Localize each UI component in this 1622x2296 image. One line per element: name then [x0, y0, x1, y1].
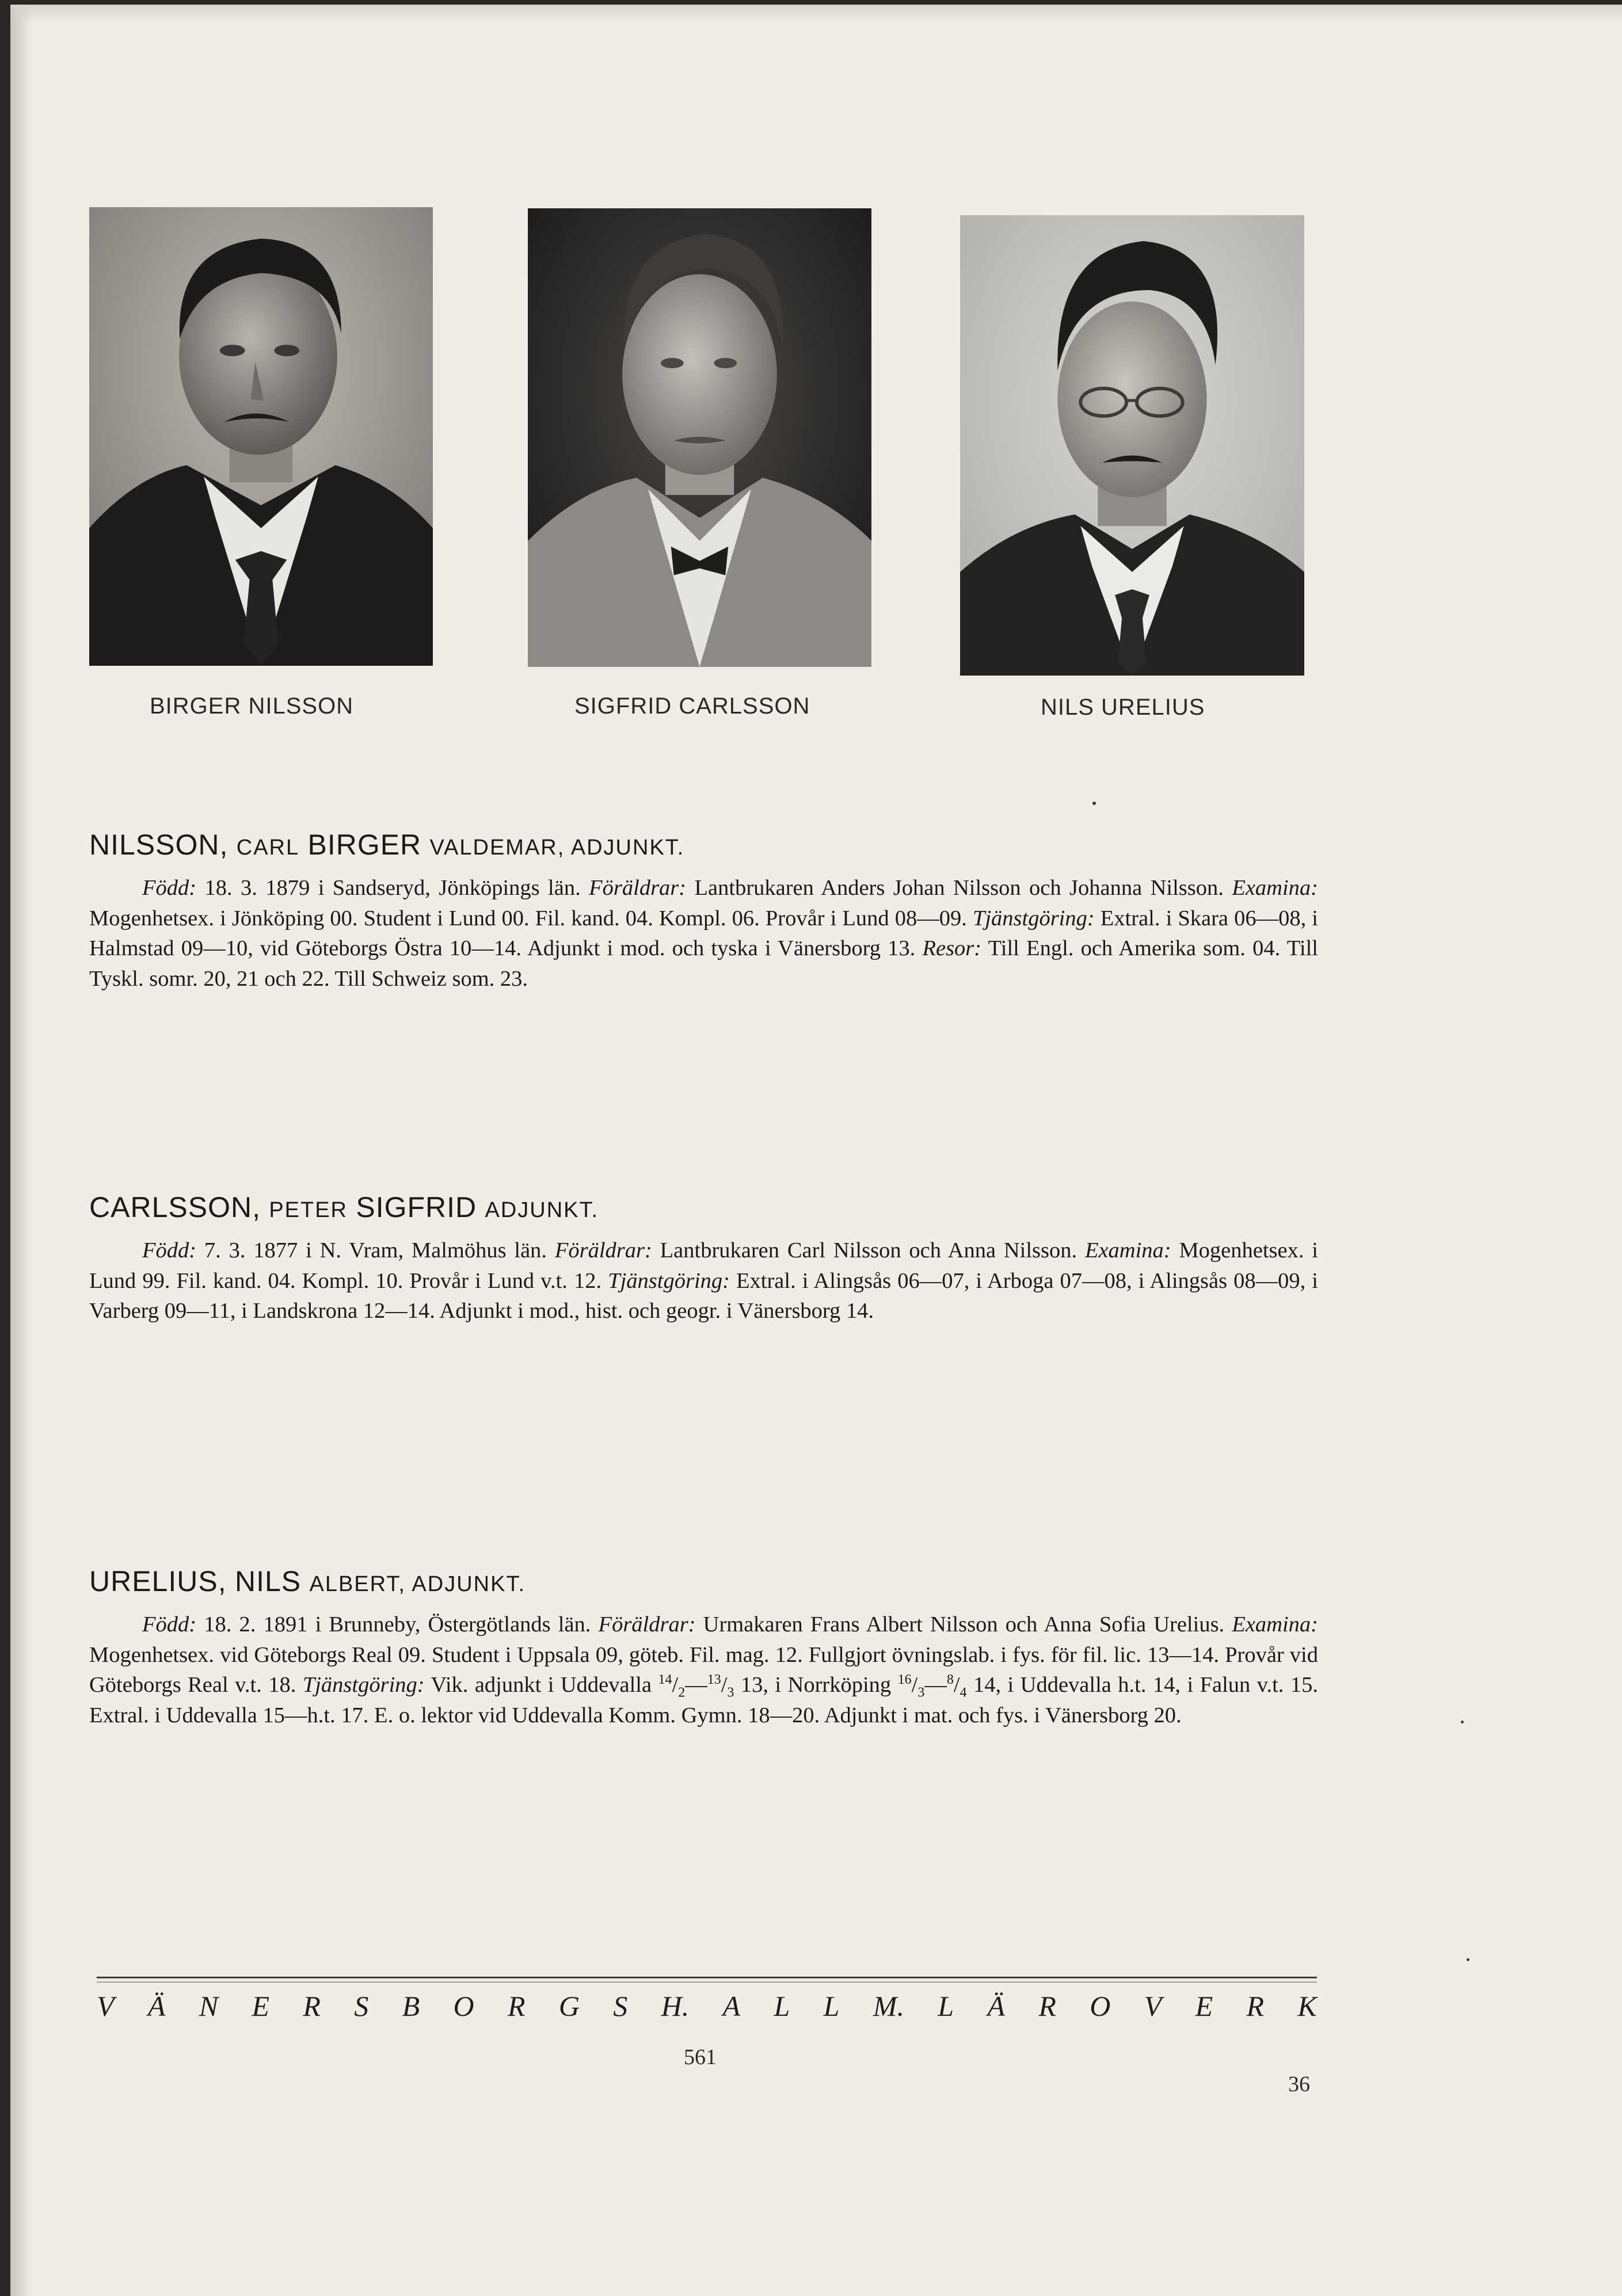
entry-surname: CARLSSON, — [89, 1191, 261, 1223]
series-letter: R — [1038, 1990, 1056, 2022]
series-letter: O — [453, 1990, 474, 2022]
biography-entry-nilsson — [89, 827, 1318, 994]
printer-signature: 36 — [1288, 2072, 1310, 2096]
portrait-caption: NILS URELIUS — [1041, 695, 1205, 720]
text-examina: Mogenhetsex. i Lund 99. Fil. kand. 04. Kompl. 10. Provår i Lund v.t. 12. — [89, 1238, 1318, 1293]
portrait-photo-sigfrid-carlsson — [528, 208, 871, 667]
print-speck — [1461, 1721, 1464, 1723]
series-letter: R — [507, 1990, 526, 2022]
label-examina: Examina: — [1232, 1612, 1318, 1637]
series-letter: R — [303, 1990, 321, 2022]
entry-title: ADJUNKT. — [485, 1198, 599, 1222]
series-letter: G — [558, 1990, 580, 2022]
series-letter: S — [354, 1990, 369, 2022]
fraction-numerator: 13 — [707, 1672, 721, 1688]
series-letter: B — [402, 1990, 420, 2022]
label-fodd: Född: — [142, 876, 197, 900]
text-tjanstgoring: Vik. adjunkt i Uddevalla — [424, 1673, 658, 1697]
text-tjanstgoring: Extral. i Skara 06—08, i Halmstad 09—10, vid Göteborgs Östra 10—14. Adjunkt i mod. och tyska i Vänersborg 13. — [89, 906, 1318, 960]
entry-title: ALBERT, ADJUNKT. — [309, 1572, 526, 1596]
series-title — [97, 1989, 1317, 2023]
portrait-caption: SIGFRID CARLSSON — [574, 693, 810, 719]
label-foraldrar: Föräldrar: — [589, 876, 687, 900]
entry-forename: CARL — [236, 836, 300, 860]
entry-heading — [89, 1564, 1318, 1601]
text-foraldrar: Lantbrukaren Anders Johan Nilsson och Johanna Nilsson. — [686, 876, 1232, 900]
portrait-caption: BIRGER NILSSON — [150, 693, 354, 719]
series-letter: M. — [873, 1990, 904, 2022]
page — [10, 5, 1622, 2296]
series-letter: Ä — [147, 1990, 166, 2022]
text-fodd: 18. 2. 1891 i Brunneby, Östergötlands län. — [196, 1612, 599, 1637]
text-tjanstgoring: 14, i Uddevalla h.t. 14, i Falun v.t. 15. Extral. i Uddevalla 15—h.t. 17. E. o. lektor vid Uddevalla Komm. Gymn. 18—20. Adjunkt i mat. och fys. i Vänersborg 20. — [89, 1673, 1318, 1727]
portrait-photo-nils-urelius — [960, 215, 1304, 676]
text-foraldrar: Lantbrukaren Carl Nilsson och Anna Nilsson. — [652, 1238, 1085, 1263]
series-letter: E — [252, 1990, 270, 2022]
series-letter: S — [613, 1990, 628, 2022]
entry-given-name: SIGFRID — [356, 1191, 477, 1223]
print-speck — [1092, 802, 1096, 805]
label-tjanstgoring: Tjänstgöring: — [302, 1673, 425, 1697]
series-letter: N — [199, 1990, 219, 2022]
fraction-denominator: 2 — [678, 1685, 686, 1700]
series-letter: L — [774, 1990, 790, 2022]
label-foraldrar: Föräldrar: — [554, 1238, 652, 1263]
label-resor: Resor: — [922, 936, 982, 960]
page-number: 561 — [684, 2045, 717, 2069]
text-resor: Till Engl. och Amerika som. 04. Till Tyskl. somr. 20, 21 och 22. Till Schweiz som. 23. — [89, 936, 1318, 991]
entry-given-name: BIRGER — [307, 829, 422, 861]
series-letter: Ä — [987, 1990, 1005, 2022]
date-dash: — — [924, 1673, 947, 1697]
fraction-denominator: 4 — [960, 1685, 967, 1700]
series-letter: V — [1144, 1990, 1162, 2022]
series-letter: K — [1297, 1990, 1317, 2022]
entry-body: Född: 18. 2. 1891 i Brunneby, Östergötlands län. Föräldrar: Urmakaren Frans Albert Nilsson och Anna Sofia Urelius. Examina: Mogenhetsex. vid Göteborgs Real 09. Student i Uppsala 09, göteb. Fil. mag. 12. Fullgjort övningslab. i fys. för fil. lic. 13—14. Provår vid Göteborgs Real v.t. 18. Tjänstgöring: Vik. adjunkt i Uddevalla $^{14}/_2—^{13}/_3$ 13, i Norrköping $^{16}/_3—^8/_4$ 14, i Uddevalla h.t. 14, i Falun v.t. 15. Extral. i Uddevalla 15—h.t. 17. E. o. lektor vid Uddevalla Komm. Gymn. 18—20. Adjunkt i mat. och fys. i Vänersborg 20. — [89, 1612, 1318, 1727]
entry-title: VALDEMAR, ADJUNKT. — [429, 836, 685, 860]
series-letter: R — [1246, 1990, 1265, 2022]
entry-surname: NILSSON, — [89, 829, 229, 861]
text-examina: Mogenhetsex. i Jönköping 00. Student i Lund 00. Fil. kand. 04. Kompl. 06. Provår i Lund 08—09. — [89, 906, 973, 930]
label-tjanstgoring: Tjänstgöring: — [972, 906, 1095, 930]
text-fodd: 18. 3. 1879 i Sandseryd, Jönköpings län. — [196, 876, 589, 900]
entry-forename: PETER — [269, 1198, 348, 1222]
label-fodd: Född: — [142, 1612, 197, 1637]
text-tjanstgoring: Extral. i Alingsås 06—07, i Arboga 07—08, i Alingsås 08—09, i Varberg 09—11, i Landskrona 12—14. Adjunkt i mod., hist. och geogr. i Vänersborg 14. — [89, 1268, 1318, 1323]
series-letter: L — [938, 1990, 954, 2022]
series-letter: L — [823, 1990, 840, 2022]
entry-surname: URELIUS, — [89, 1565, 227, 1597]
label-fodd: Född: — [142, 1238, 197, 1263]
text-foraldrar: Urmakaren Frans Albert Nilsson och Anna Sofia Urelius. — [695, 1612, 1232, 1637]
text-examina: Mogenhetsex. vid Göteborgs Real 09. Student i Uppsala 09, göteb. Fil. mag. 12. Fullgjort övningslab. i fys. för fil. lic. 13—14. Provår vid Göteborgs Real v.t. 18. — [89, 1642, 1318, 1697]
fraction-denominator: 3 — [727, 1685, 734, 1700]
series-letter: V — [97, 1990, 115, 2022]
top-edge-shadow — [10, 5, 1622, 22]
text-fodd: 7. 3. 1877 i N. Vram, Malmöhus län. — [196, 1238, 555, 1263]
portrait-photo-birger-nilsson — [89, 207, 433, 666]
label-foraldrar: Föräldrar: — [598, 1612, 696, 1637]
label-examina: Examina: — [1084, 1238, 1171, 1263]
fraction-denominator: 3 — [917, 1685, 925, 1700]
label-tjanstgoring: Tjänstgöring: — [608, 1268, 730, 1293]
print-speck — [1467, 1958, 1469, 1961]
biography-entry-carlsson — [89, 1190, 1318, 1326]
entry-heading — [89, 827, 1318, 865]
date-dash: — — [685, 1673, 707, 1697]
fraction-numerator: 16 — [897, 1672, 912, 1688]
text-tjanstgoring: 13, i Norrköping — [734, 1673, 898, 1697]
series-letter: A — [722, 1990, 741, 2022]
entry-body — [89, 873, 1318, 994]
binding-shadow — [10, 5, 33, 2296]
entry-given-name: NILS — [234, 1565, 302, 1597]
label-examina: Examina: — [1232, 876, 1318, 900]
entry-body — [89, 1235, 1318, 1326]
fraction-numerator: 8 — [946, 1672, 954, 1688]
fraction-numerator: 14 — [658, 1672, 672, 1688]
biography-entry-urelius — [89, 1564, 1318, 1730]
series-letter: H. — [661, 1990, 690, 2022]
series-letter: O — [1090, 1990, 1111, 2022]
series-letter: E — [1195, 1990, 1213, 2022]
entry-heading — [89, 1190, 1318, 1227]
footer-rule — [97, 1977, 1317, 1978]
